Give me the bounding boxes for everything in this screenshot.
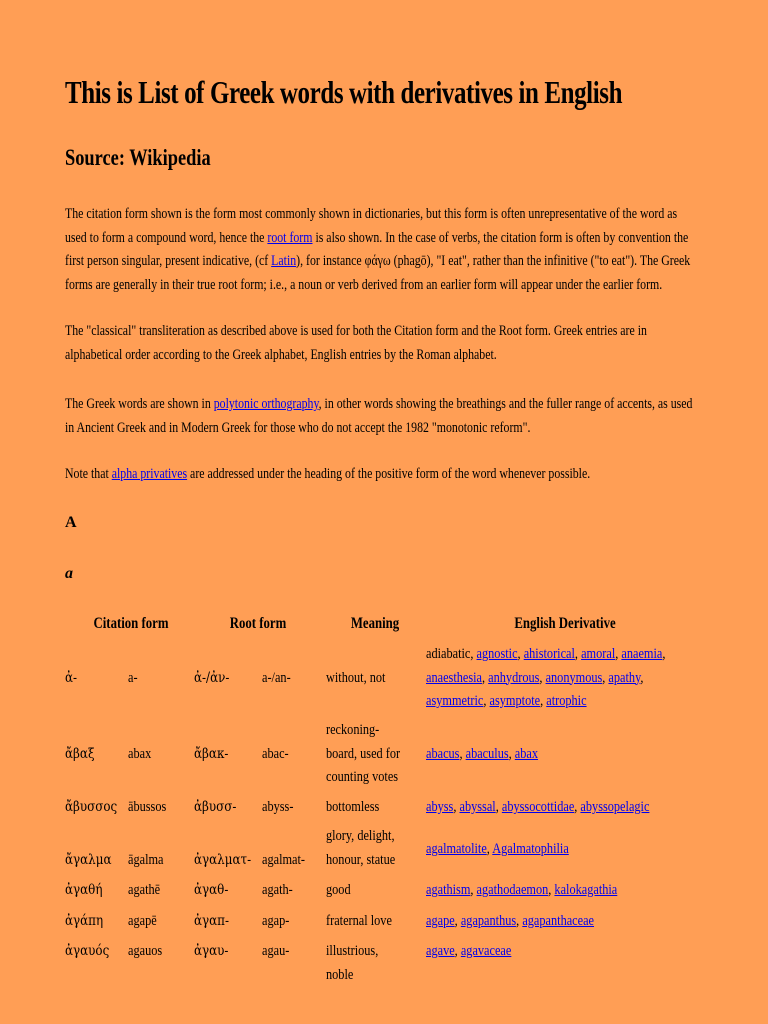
citation-greek: ἄγαλμα xyxy=(65,852,112,868)
derivative-link[interactable]: agapanthaceae xyxy=(522,913,595,929)
intro-paragraph-1 xyxy=(65,203,697,297)
citation-greek: ἄβυσσος xyxy=(65,799,118,815)
derivative-link[interactable]: anaesthesia xyxy=(426,669,483,686)
root-latin: agap- xyxy=(262,913,290,929)
root-latin: a-/an- xyxy=(262,670,291,686)
derivative-link[interactable]: abax xyxy=(514,746,539,762)
english-derivatives: adiabatic, agnostic, ahistorical, amoral, anaemia, anaesthesia, anhydrous, anonymous, apathy, asymmetric, asymptote, atrophic xyxy=(426,646,666,709)
meaning: glory, delight, honour, statue xyxy=(326,828,396,868)
citation-greek: ἀγαθή xyxy=(65,882,103,898)
derivative-link[interactable]: abyssal xyxy=(459,799,496,815)
derivative-link[interactable]: agave xyxy=(426,943,455,959)
citation-latin: a- xyxy=(128,670,138,686)
derivative-link[interactable]: amoral xyxy=(581,646,616,662)
para1-text-3: ), for instance φάγω (phagō), "I eat", rather than the infinitive ("to eat"). The Greek forms are generally in their true root form; i.e., a noun or verb derived from an earlier form will appear under the earlier form. xyxy=(65,253,691,293)
root-greek: ἀβυσσ- xyxy=(194,799,237,815)
english-derivatives: agalmatolite, Agalmatophilia xyxy=(426,841,569,857)
page-title: This is List of Greek words with derivatives in English xyxy=(65,74,623,110)
root-latin: agalmat- xyxy=(262,852,306,868)
english-derivatives: abyss, abyssal, abyssocottidae, abyssopelagic xyxy=(426,799,650,815)
citation-greek: ἀ- xyxy=(65,670,78,686)
derivative-link[interactable]: atrophic xyxy=(546,693,587,709)
intro-paragraph-2: The "classical" transliteration as described above is used for both the Citation form and the Root form. Greek entries are in alphabetical order according to the Greek alphabet, English entries by the Roman alphabet. xyxy=(65,323,647,363)
citation-latin: agathē xyxy=(128,882,161,898)
derivative-link[interactable]: ahistorical xyxy=(523,646,575,662)
english-derivatives: agathism, agathodaemon, kalokagathia xyxy=(426,882,618,898)
root-greek: ἄβακ- xyxy=(194,746,229,762)
derivative-link[interactable]: Agalmatophilia xyxy=(492,841,569,857)
derivative-link[interactable]: abaculus xyxy=(465,746,509,762)
derivative-link[interactable]: asymptote xyxy=(489,693,541,709)
root-latin: abyss- xyxy=(262,799,294,815)
citation-greek: ἀγαυός xyxy=(65,943,110,959)
para3-text-2: , in other words showing the breathings and the fuller range of accents, as used in Ancient Greek and in Modern Greek for those who do not accept the 1982 "monotonic reform". xyxy=(65,396,693,436)
derivative-link[interactable]: abyssocottidae xyxy=(501,799,575,815)
derivative-link[interactable]: agavaceae xyxy=(460,943,512,959)
derivative-link[interactable]: agathodaemon xyxy=(476,882,549,898)
english-derivatives: agape, agapanthus, agapanthaceae xyxy=(426,913,595,929)
root-form-link[interactable]: root form xyxy=(267,229,313,246)
citation-latin: ābussos xyxy=(128,799,167,815)
citation-latin: āgalma xyxy=(128,852,164,868)
polytonic-orthography-link[interactable]: polytonic orthography xyxy=(213,396,319,412)
meaning: good xyxy=(326,882,351,898)
header-citation-form: Citation form xyxy=(93,615,169,632)
derivative-link[interactable]: abacus xyxy=(426,746,460,762)
derivative-link[interactable]: abyss xyxy=(426,799,454,815)
para3-text-1: The Greek words are shown in xyxy=(65,396,214,412)
section-letter: A xyxy=(65,514,77,531)
derivative-link[interactable]: agape xyxy=(426,913,455,929)
header-english-derivative: English Derivative xyxy=(514,615,616,632)
alpha-privatives-link[interactable]: alpha privatives xyxy=(111,466,188,482)
derivative-link[interactable]: agapanthus xyxy=(460,913,517,929)
header-root-form: Root form xyxy=(229,615,287,632)
derivative-link[interactable]: abyssopelagic xyxy=(580,799,650,815)
citation-latin: agapē xyxy=(128,913,157,929)
meaning: illustrious, noble xyxy=(326,943,379,983)
para1-text-2: is also shown. In the case of verbs, the citation form is often by convention the first person singular, present indicative, (cf xyxy=(65,229,689,269)
para4-text-2: are addressed under the heading of the positive form of the word whenever possible. xyxy=(187,466,591,482)
root-greek: ἀγαλματ- xyxy=(194,852,252,868)
meaning: reckoning-board, used for counting votes xyxy=(326,722,401,785)
derivative-link[interactable]: anonymous xyxy=(545,669,603,686)
meaning: fraternal love xyxy=(326,913,392,929)
root-greek: ἀγαπ- xyxy=(194,913,230,929)
root-greek: ἀ-/ἀν- xyxy=(194,670,230,686)
derivative-link[interactable]: anhydrous xyxy=(488,669,540,686)
derivative-link[interactable]: agalmatolite xyxy=(426,841,487,857)
latin-link[interactable]: Latin xyxy=(271,253,297,269)
derivative-link[interactable]: anaemia xyxy=(621,646,663,662)
derivative-link: adiabatic xyxy=(426,646,471,662)
root-latin: agath- xyxy=(262,882,293,898)
derivative-link[interactable]: agathism xyxy=(426,882,471,898)
derivative-link[interactable]: agnostic xyxy=(476,646,518,662)
english-derivatives: abacus, abaculus, abax xyxy=(426,746,539,762)
intro-paragraph-4 xyxy=(65,463,697,487)
root-greek: ἀγαθ- xyxy=(194,882,229,898)
citation-latin: abax xyxy=(128,746,152,762)
meaning: without, not xyxy=(326,670,386,686)
para4-text-1: Note that xyxy=(65,466,112,482)
derivative-link[interactable]: kalokagathia xyxy=(554,882,618,898)
root-greek: ἀγαυ- xyxy=(194,943,229,959)
meaning: bottomless xyxy=(326,799,380,815)
root-latin: agau- xyxy=(262,943,290,959)
citation-greek: ἄβαξ xyxy=(65,746,95,762)
citation-greek: ἀγάπη xyxy=(65,913,104,929)
para1-text-1: The citation form shown is the form most commonly shown in dictionaries, but this form is often unrepresentative of the word as used to form a compound word, hence the xyxy=(65,206,678,246)
derivative-link[interactable]: asymmetric xyxy=(426,693,484,709)
citation-latin: agauos xyxy=(128,943,163,959)
section-subletter: a xyxy=(65,565,73,582)
derivative-link[interactable]: apathy xyxy=(608,669,641,686)
source-heading: Source: Wikipedia xyxy=(65,145,211,170)
root-latin: abac- xyxy=(262,746,289,762)
intro-paragraph-3 xyxy=(65,393,697,440)
header-meaning: Meaning xyxy=(350,615,400,632)
english-derivatives: agave, agavaceae xyxy=(426,943,512,959)
